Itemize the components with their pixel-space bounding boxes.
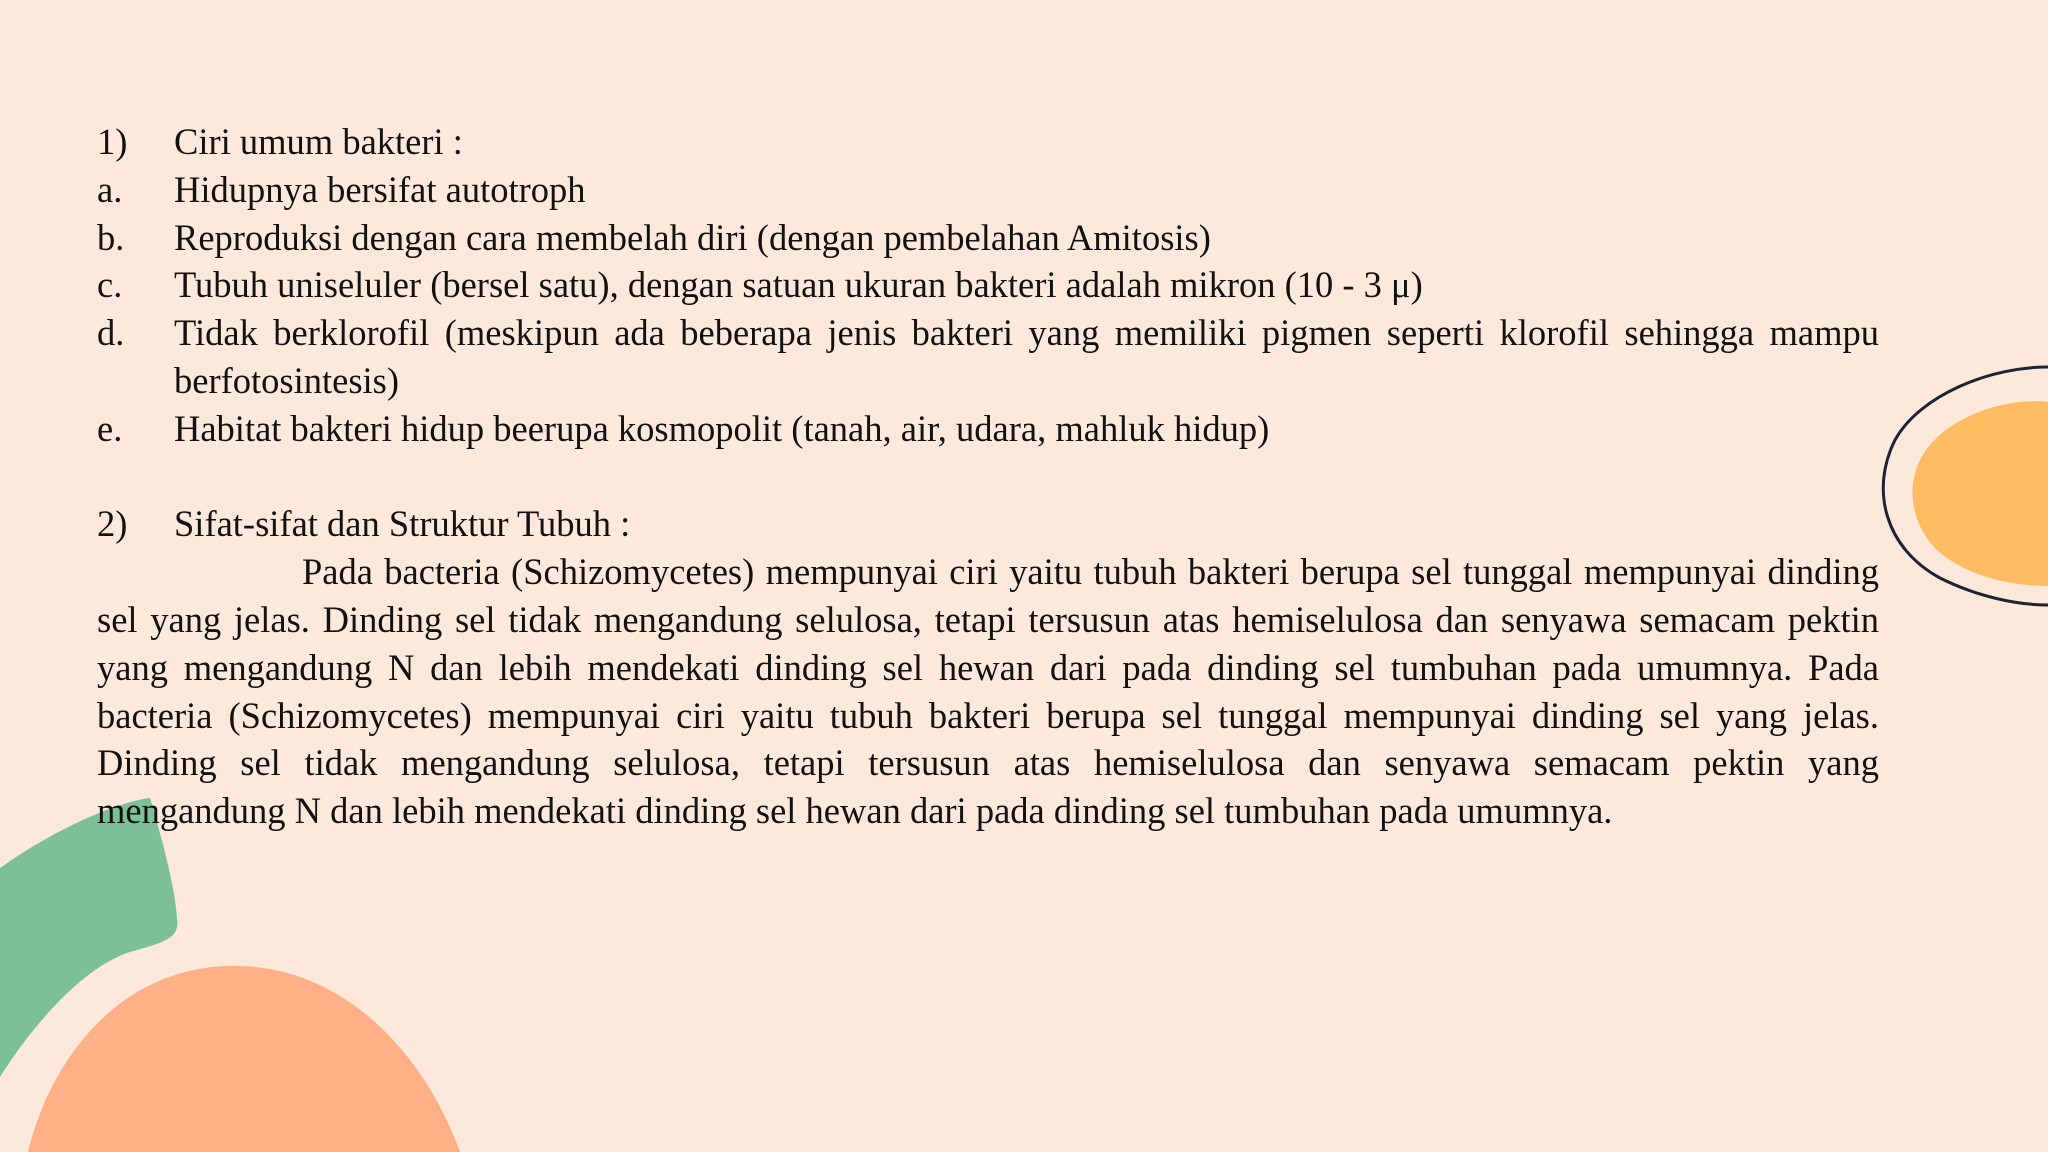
section-1-number: 1)	[97, 121, 128, 162]
section-2-heading	[97, 500, 1879, 548]
section-1-heading	[97, 118, 1879, 166]
section-2-paragraph: Pada bacteria (Schizomycetes) mempunyai ciri yaitu tubuh bakteri berupa sel tunggal mempunyai dinding sel yang jelas. Dinding sel tidak mengandung selulosa, tetapi tersusun atas hemiselulosa dan senyawa semacam pektin yang mengandung N dan lebih mendekati dinding sel hewan dari pada dinding sel tumbuhan pada umumnya. Pada bacteria (Schizomycetes) mempunyai ciri yaitu tubuh bakteri berupa sel tunggal mempunyai dinding sel yang jelas. Dinding sel tidak mengandung selulosa, tetapi tersusun atas hemiselulosa dan senyawa semacam pektin yang mengandung N dan lebih mendekati dinding sel hewan dari pada dinding sel tumbuhan pada umumnya.	[97, 551, 1879, 832]
content-body	[97, 118, 1879, 835]
section-2-number: 2)	[97, 503, 128, 545]
section-2-title: Sifat-sifat dan Struktur Tubuh :	[174, 503, 631, 545]
list-item-marker: b.	[97, 216, 125, 258]
list-item	[97, 166, 1879, 214]
list-item-text: Reproduksi dengan cara membelah diri (dengan pembelahan Amitosis)	[174, 216, 1211, 258]
list-item-marker: a.	[97, 168, 123, 210]
section-1-title: Ciri umum bakteri :	[174, 121, 463, 162]
list-item-marker: c.	[97, 264, 123, 306]
list-item-text: Hidupnya bersifat autotroph	[174, 168, 586, 210]
list-item-marker: d.	[97, 312, 125, 354]
list-item	[97, 214, 1879, 262]
list-item	[97, 261, 1879, 309]
section-spacer	[97, 453, 1879, 501]
list-item-text: Tubuh uniseluler (bersel satu), dengan satuan ukuran bakteri adalah mikron (10 - 3 μ)	[174, 264, 1423, 306]
orange-blob-shape	[1913, 401, 2048, 586]
salmon-blob-shape	[28, 966, 460, 1152]
list-item	[97, 405, 1879, 453]
list-item	[97, 309, 1879, 405]
list-item-marker: e.	[97, 407, 123, 449]
list-item-text: Habitat bakteri hidup beerupa kosmopolit (tanah, air, udara, mahluk hidup)	[174, 407, 1270, 449]
list-item-text: Tidak berklorofil (meskipun ada beberapa jenis bakteri yang memiliki pigmen seperti klorofil sehingga mampu berfotosintesis)	[174, 312, 1879, 401]
